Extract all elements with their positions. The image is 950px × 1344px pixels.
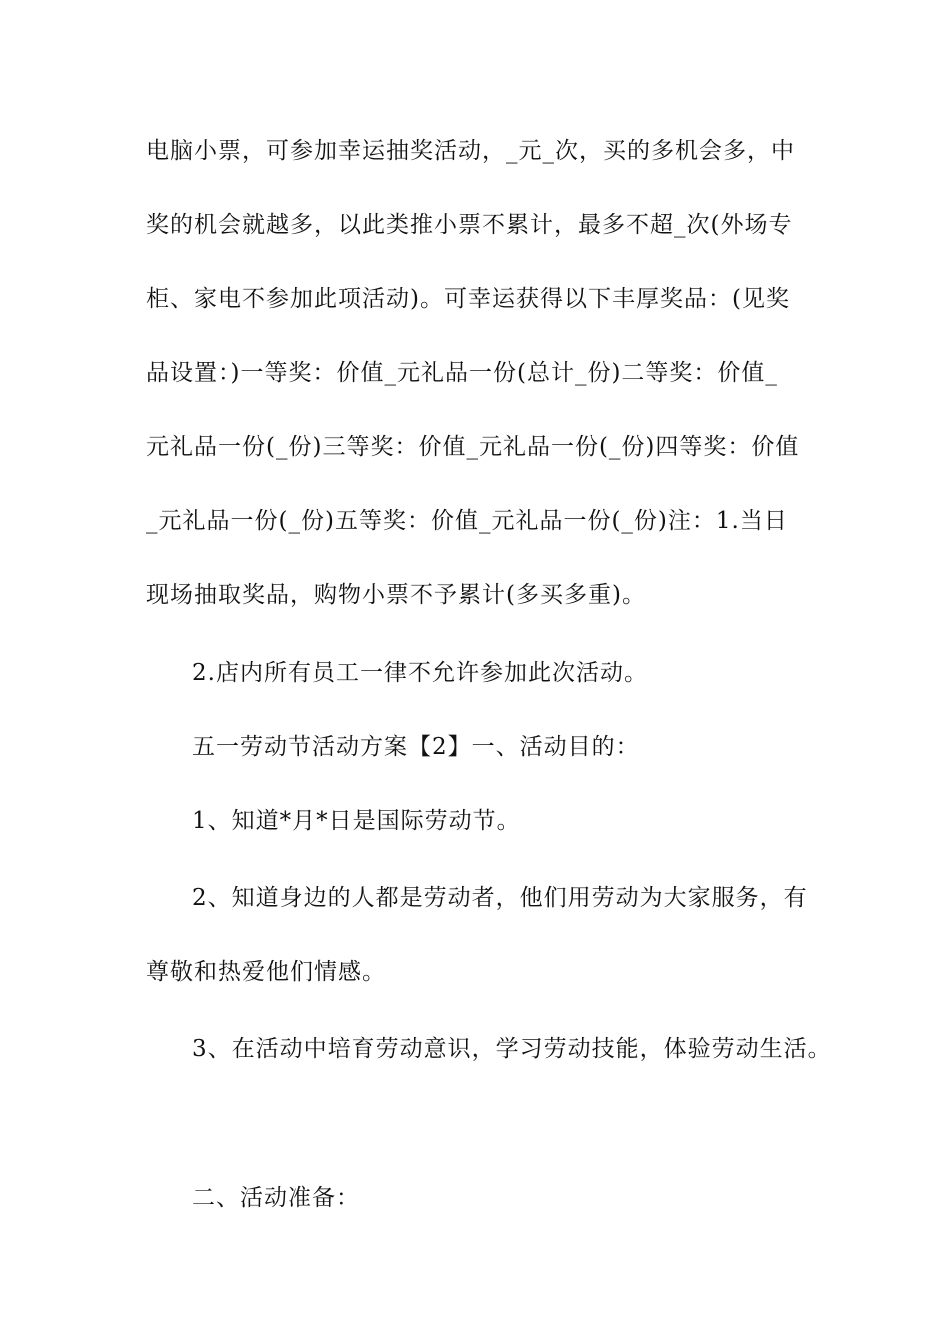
list-item: 2、知道身边的人都是劳动者，他们用劳动为大家服务，有	[192, 885, 808, 911]
paragraph-line: 奖的机会就越多，以此类推小票不累计，最多不超_次(外场专	[146, 212, 793, 238]
paragraph-line: 2.店内所有员工一律不允许参加此次活动。	[192, 660, 648, 686]
list-item: 1、知道*月*日是国际劳动节。	[192, 808, 521, 834]
section-heading: 二、活动准备：	[192, 1185, 360, 1211]
paragraph-line: 柜、家电不参加此项活动)。可幸运获得以下丰厚奖品：(见奖	[146, 286, 790, 312]
paragraph-line: 品设置：)一等奖：价值_元礼品一份(总计_份)二等奖：价值_	[146, 360, 778, 386]
list-item: 3、在活动中培育劳动意识，学习劳动技能，体验劳动生活。	[192, 1036, 832, 1062]
paragraph-line: 电脑小票，可参加幸运抽奖活动，_元_次，买的多机会多，中	[146, 138, 795, 164]
paragraph-line: 元礼品一份(_份)三等奖：价值_元礼品一份(_份)四等奖：价值	[146, 434, 800, 460]
paragraph-line: _元礼品一份(_份)五等奖：价值_元礼品一份(_份)注：1.当日	[146, 508, 788, 534]
section-heading: 五一劳动节活动方案【2】一、活动目的：	[192, 734, 640, 760]
paragraph-line: 尊敬和热爱他们情感。	[146, 959, 386, 985]
paragraph-line: 现场抽取奖品，购物小票不予累计(多买多重)。	[146, 582, 646, 608]
